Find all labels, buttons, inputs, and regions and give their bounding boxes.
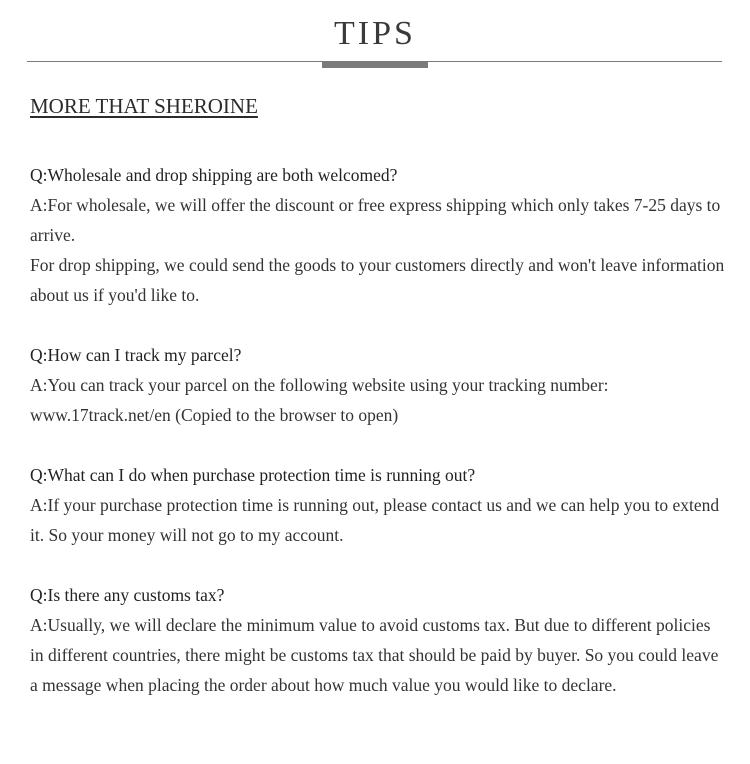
faq-question: Q:Is there any customs tax? bbox=[30, 585, 225, 605]
faq-item-customs-tax bbox=[30, 580, 725, 700]
faq-answer: A:You can track your parcel on the following website using your tracking number: www.17track.net/en (Copied to the browser to open) bbox=[30, 375, 609, 425]
faq-answer: A:For wholesale, we will offer the discount or free express shipping which only takes 7-25 days to arrive. bbox=[30, 195, 721, 245]
tips-header bbox=[0, 0, 750, 70]
faq-question: Q:What can I do when purchase protection time is running out? bbox=[30, 465, 476, 485]
faq-question: Q:Wholesale and drop shipping are both welcomed? bbox=[30, 165, 398, 185]
faq-content bbox=[30, 92, 725, 730]
faq-item-wholesale bbox=[30, 160, 725, 310]
header-divider-accent bbox=[322, 61, 428, 68]
faq-answer: For drop shipping, we could send the goods to your customers directly and won't leave information about us if you'd like to. bbox=[30, 255, 725, 305]
page-title: TIPS bbox=[334, 15, 416, 52]
faq-answer: A:If your purchase protection time is running out, please contact us and we can help you to extend it. So your money will not go to my account. bbox=[30, 495, 720, 545]
section-heading: MORE THAT SHEROINE bbox=[30, 94, 258, 118]
faq-answer: A:Usually, we will declare the minimum value to avoid customs tax. But due to different policies in different countries, there might be customs tax that should be paid by buyer. So you could leave a message when placing the order about how much value you would like to declare. bbox=[30, 615, 719, 695]
faq-item-tracking bbox=[30, 340, 725, 430]
faq-item-purchase-protection bbox=[30, 460, 725, 550]
faq-question: Q:How can I track my parcel? bbox=[30, 345, 242, 365]
